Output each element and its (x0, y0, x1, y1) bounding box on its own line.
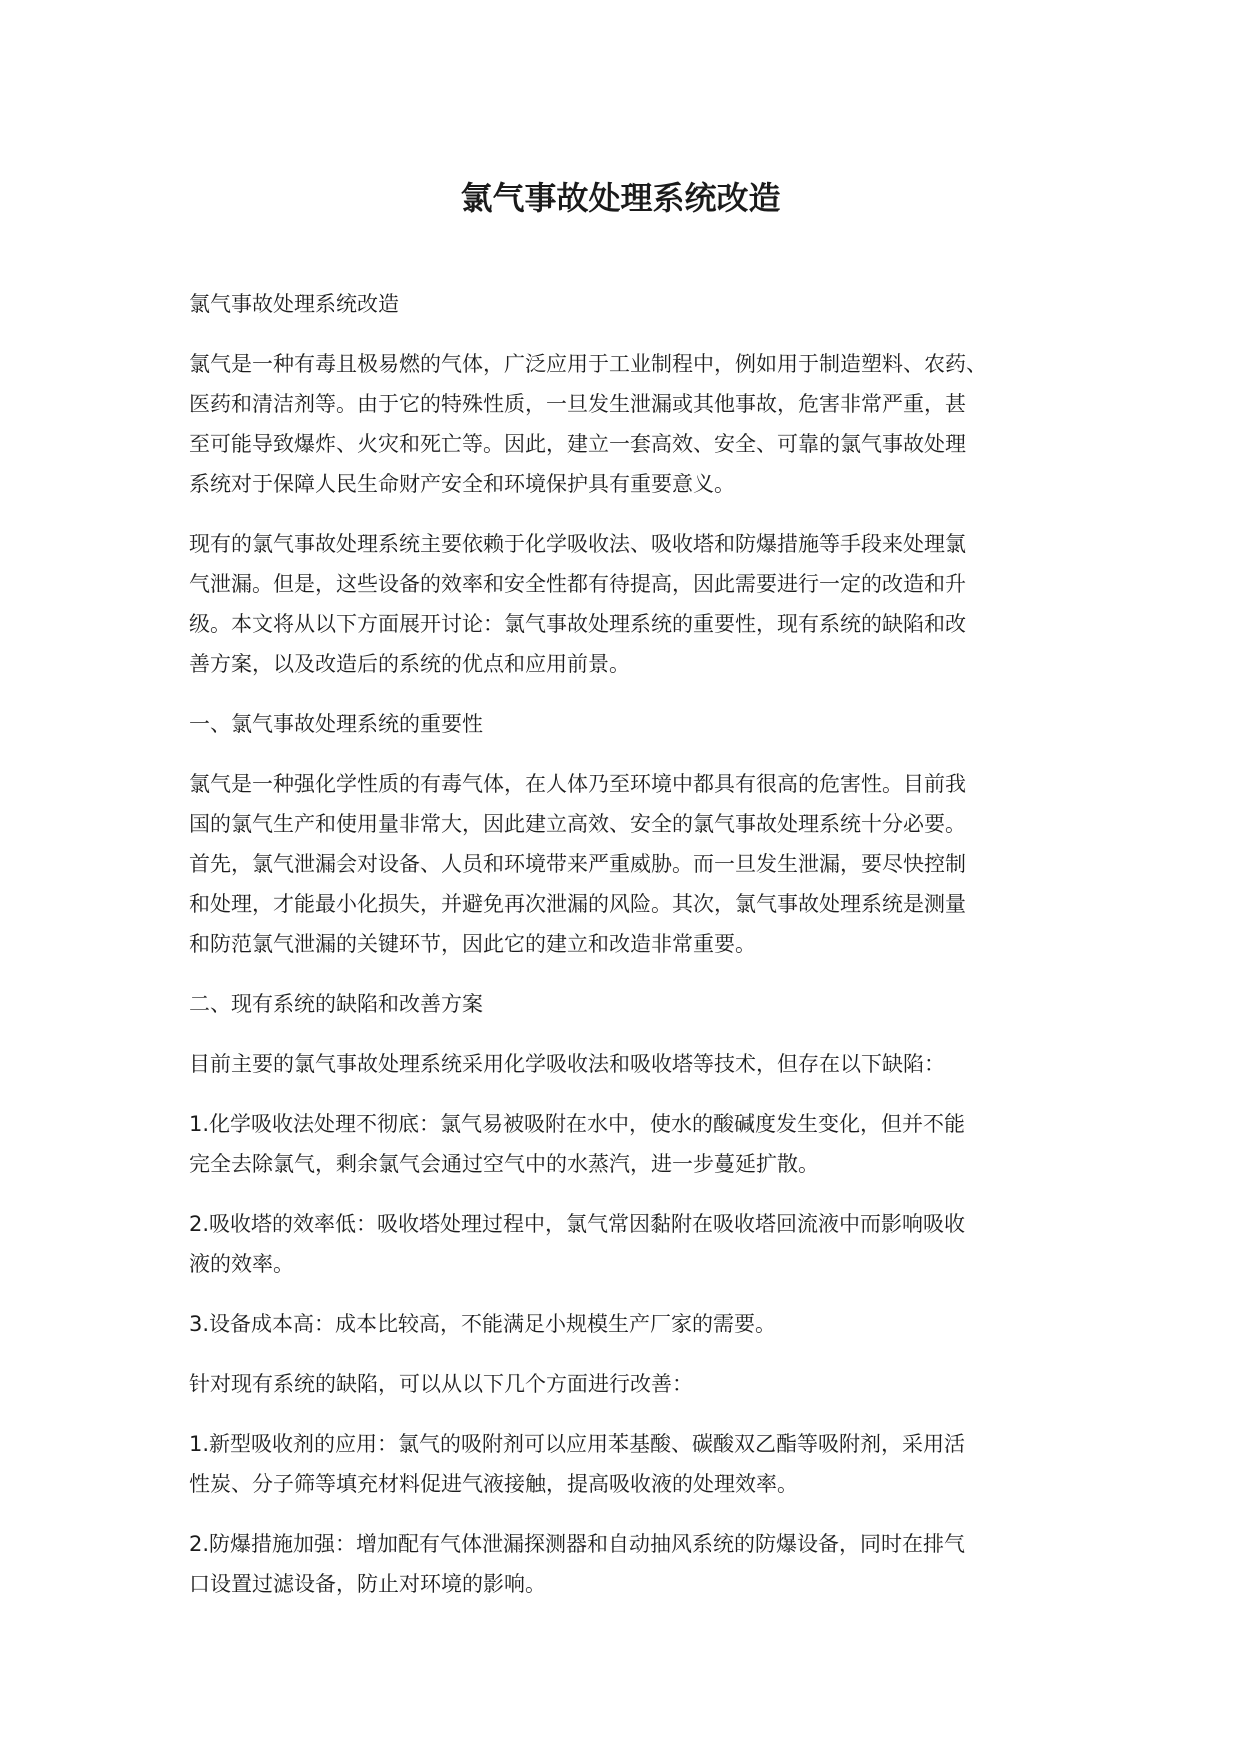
paragraph (189, 764, 1089, 964)
paragraph (189, 344, 1089, 504)
paragraph-line: 2.防爆措施加强：增加配有气体泄漏探测器和自动抽风系统的防爆设备，同时在排气 (189, 1532, 966, 1556)
paragraph-line: 气泄漏。但是，这些设备的效率和安全性都有待提高，因此需要进行一定的改造和升 (189, 572, 966, 596)
paragraph-line: 至可能导致爆炸、火灾和死亡等。因此，建立一套高效、安全、可靠的氯气事故处理 (189, 432, 966, 456)
paragraph-line: 医药和清洁剂等。由于它的特殊性质，一旦发生泄漏或其他事故，危害非常严重，甚 (189, 392, 966, 416)
paragraph-line: 1.化学吸收法处理不彻底：氯气易被吸附在水中，使水的酸碱度发生变化，但并不能 (189, 1112, 966, 1136)
paragraph-line: 善方案，以及改造后的系统的优点和应用前景。 (189, 652, 630, 676)
paragraph (189, 1044, 1089, 1084)
document-title: 氯气事故处理系统改造 (460, 179, 781, 217)
paragraph (189, 524, 1089, 684)
paragraph-line: 二、现有系统的缺陷和改善方案 (189, 992, 483, 1016)
paragraph (189, 1424, 1089, 1504)
document-body (189, 284, 1089, 1624)
paragraph-line: 氯气是一种有毒且极易燃的气体，广泛应用于工业制程中，例如用于制造塑料、农药、 (189, 352, 987, 376)
paragraph-line: 现有的氯气事故处理系统主要依赖于化学吸收法、吸收塔和防爆措施等手段来处理氯 (189, 532, 966, 556)
paragraph (189, 1104, 1089, 1184)
paragraph (189, 1524, 1089, 1604)
paragraph-line: 国的氯气生产和使用量非常大，因此建立高效、安全的氯气事故处理系统十分必要。 (189, 812, 966, 836)
paragraph-line: 和处理，才能最小化损失，并避免再次泄漏的风险。其次，氯气事故处理系统是测量 (189, 892, 966, 916)
paragraph (189, 704, 1089, 744)
paragraph-line: 系统对于保障人民生命财产安全和环境保护具有重要意义。 (189, 472, 735, 496)
paragraph-line: 和防范氯气泄漏的关键环节，因此它的建立和改造非常重要。 (189, 932, 756, 956)
paragraph-line: 性炭、分子筛等填充材料促进气液接触，提高吸收液的处理效率。 (189, 1472, 798, 1496)
paragraph (189, 1304, 1089, 1344)
paragraph-line: 首先，氯气泄漏会对设备、人员和环境带来严重威胁。而一旦发生泄漏，要尽快控制 (189, 852, 966, 876)
paragraph-line: 一、氯气事故处理系统的重要性 (189, 712, 483, 736)
paragraph-line: 氯气事故处理系统改造 (189, 292, 399, 316)
paragraph-line: 完全去除氯气，剩余氯气会通过空气中的水蒸汽，进一步蔓延扩散。 (189, 1152, 819, 1176)
paragraph-line: 针对现有系统的缺陷，可以从以下几个方面进行改善： (189, 1372, 693, 1396)
paragraph (189, 1364, 1089, 1404)
paragraph (189, 984, 1089, 1024)
paragraph (189, 1204, 1089, 1284)
paragraph-line: 液的效率。 (189, 1252, 294, 1276)
paragraph-line: 氯气是一种强化学性质的有毒气体，在人体乃至环境中都具有很高的危害性。目前我 (189, 772, 966, 796)
paragraph-line: 目前主要的氯气事故处理系统采用化学吸收法和吸收塔等技术，但存在以下缺陷： (189, 1052, 945, 1076)
paragraph-line: 3.设备成本高：成本比较高，不能满足小规模生产厂家的需要。 (189, 1312, 777, 1336)
paragraph-line: 2.吸收塔的效率低：吸收塔处理过程中，氯气常因黏附在吸收塔回流液中而影响吸收 (189, 1212, 966, 1236)
paragraph-line: 级。本文将从以下方面展开讨论：氯气事故处理系统的重要性，现有系统的缺陷和改 (189, 612, 966, 636)
paragraph-line: 1.新型吸收剂的应用：氯气的吸附剂可以应用苯基酸、碳酸双乙酯等吸附剂，采用活 (189, 1432, 966, 1456)
paragraph-line: 口设置过滤设备，防止对环境的影响。 (189, 1572, 546, 1596)
paragraph (189, 284, 1089, 324)
